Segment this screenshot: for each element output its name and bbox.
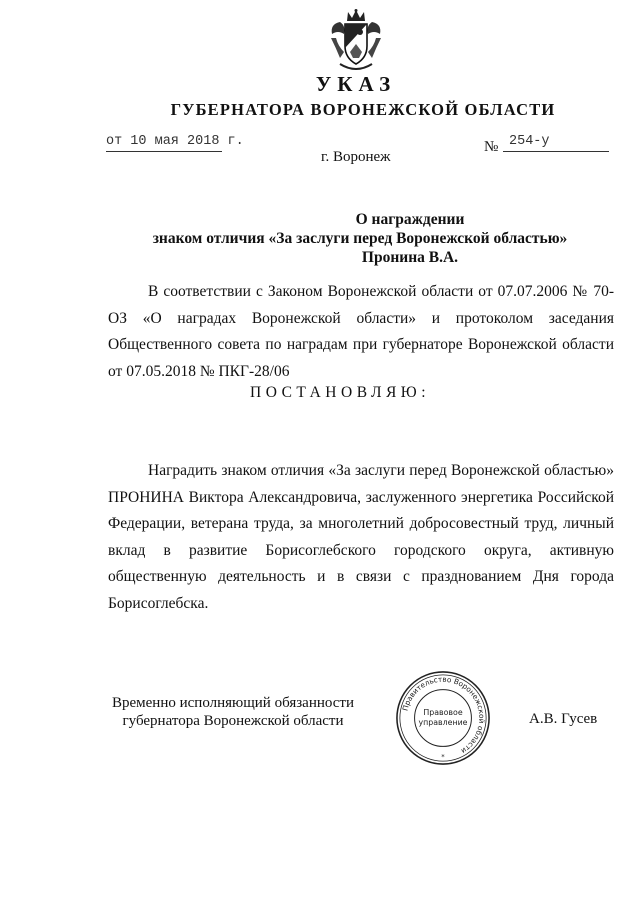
number-label: № xyxy=(484,139,499,155)
document-subtitle: ГУБЕРНАТОРА ВОРОНЕЖСКОЙ ОБЛАСТИ xyxy=(170,100,556,119)
date-underline xyxy=(106,151,222,152)
position-line-2: губернатора Воронежской области xyxy=(122,713,344,729)
heading-line-1: О награждении xyxy=(355,211,465,228)
official-stamp xyxy=(394,669,492,767)
preamble-paragraph: В соответствии с Законом Воронежской области от 07.07.2006 № 70-ОЗ «О наградах Воронежской области» и протоколом заседания Общественного совета по наградам при губернаторе Воронежской области от 07.05.2018 № ПКГ-28/06 xyxy=(108,283,614,380)
decree-number: 254-у xyxy=(509,134,550,149)
stamp-inner-line-1: Правовое xyxy=(423,708,463,718)
city-name: г. Воронеж xyxy=(321,149,391,165)
signatory-position xyxy=(110,694,356,730)
heading-line-2: знаком отличия «За заслуги перед Воронежской областью» xyxy=(152,230,568,247)
coat-of-arms-emblem xyxy=(326,8,386,72)
position-line-1: Временно исполняющий обязанности xyxy=(111,695,354,711)
stamp-inner-line-2: управление xyxy=(418,717,468,727)
decree-word: ПОСТАНОВЛЯЮ: xyxy=(250,384,431,401)
document-title: УКАЗ xyxy=(315,72,397,96)
heading-line-3: Пронина В.А. xyxy=(361,249,459,266)
signer-name: А.В. Гусев xyxy=(529,711,598,727)
stamp-star: * xyxy=(441,753,445,762)
decree-date: от 10 мая 2018 г. xyxy=(106,134,244,149)
stamp-outer-text: Правительство Воронежской области xyxy=(400,674,487,756)
award-paragraph: Наградить знаком отличия «За заслуги перед Воронежской областью» ПРОНИНА Виктора Александровича, заслуженного энергетика Российской Федерации, ветерана труда, за многолетний добросовестный труд, личный вклад в развитие Борисоглебского городского округа, активную общественную деятельность и в связи с празднованием Дня города Борисоглебска. xyxy=(108,462,614,612)
number-underline xyxy=(503,151,609,152)
